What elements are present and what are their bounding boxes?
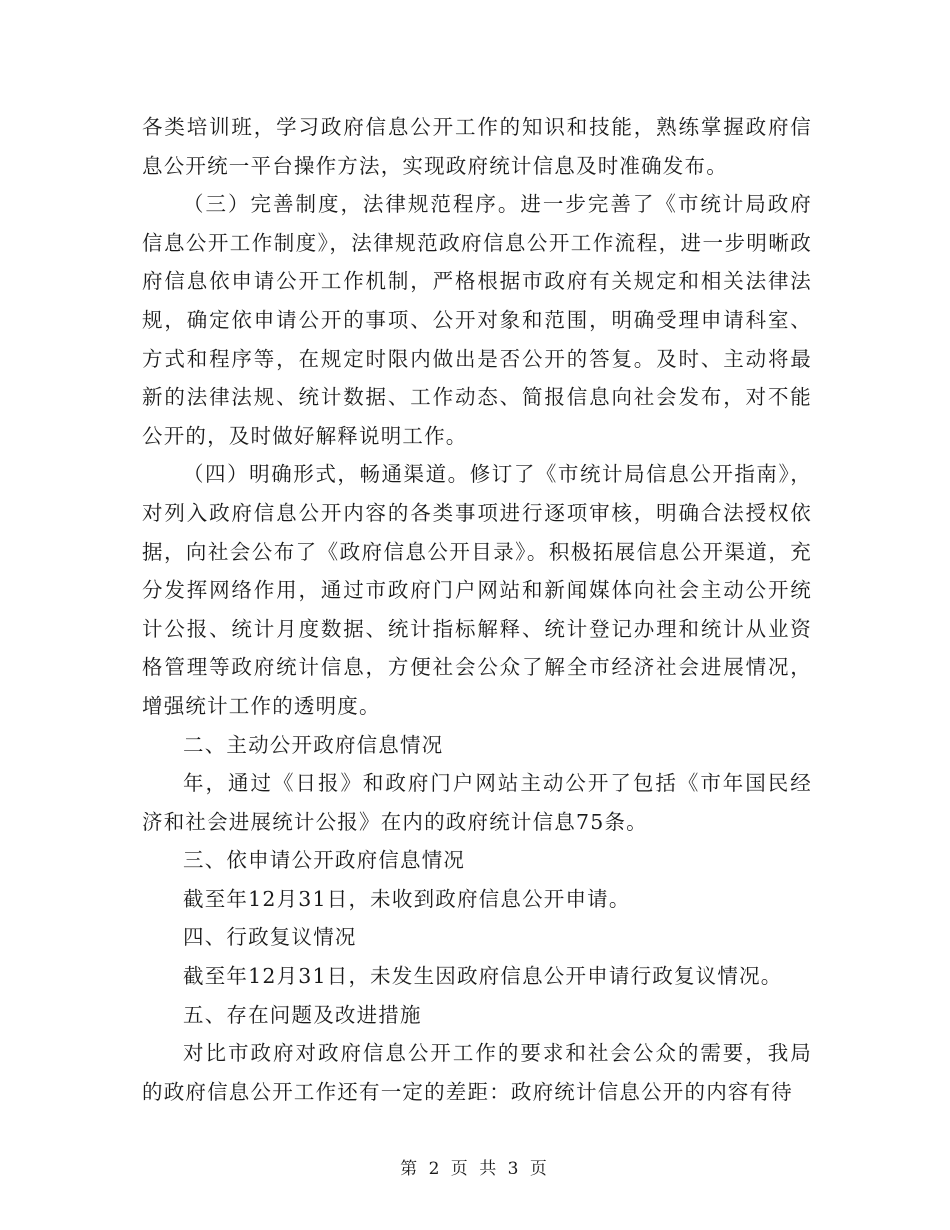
page-number-footer: 第 2 页 共 3 页	[400, 1159, 550, 1179]
paragraph-administrative-review: 截至年12月31日，未发生因政府信息公开申请行政复议情况。	[183, 964, 783, 989]
heading-application-disclosure: 三、依申请公开政府信息情况	[183, 848, 466, 873]
paragraph-section-4: （四）明确形式，畅通渠道。修订了《市统计局信息公开指南》，对列入政府信息公开内容的各类事项进行逐项审核，明确合法授权依据，向社会公布了《政府信息公开目录》。积极拓展信息公开渠道，充分发挥网络作用，通过市政府门户网站和新闻媒体向社会主动公开统计公报、统计月度数据、统计指标解释、统计登记办理和统计从业资格管理等政府统计信息，方便社会公众了解全市经济社会进展情况，增强统计工作的透明度。	[142, 462, 812, 718]
paragraph-application-disclosure: 截至年12月31日，未收到政府信息公开申请。	[183, 886, 631, 911]
document-body	[142, 108, 812, 1111]
paragraph-active-disclosure: 年，通过《日报》和政府门户网站主动公开了包括《市年国民经济和社会进展统计公报》在内的政府统计信息75条。	[142, 771, 812, 834]
heading-administrative-review: 四、行政复议情况	[183, 925, 357, 950]
paragraph-section-3: （三）完善制度，法律规范程序。进一步完善了《市统计局政府信息公开工作制度》，法律规范政府信息公开工作流程，进一步明晰政府信息依申请公开工作机制，严格根据市政府有关规定和相关法律法规，确定依申请公开的事项、公开对象和范围，明确受理申请科室、方式和程序等，在规定时限内做出是否公开的答复。及时、主动将最新的法律法规、统计数据、工作动态、简报信息向社会发布，对不能公开的，及时做好解释说明工作。	[142, 192, 812, 448]
heading-problems-improvements: 五、存在问题及改进措施	[183, 1002, 422, 1027]
paragraph-continuation: 各类培训班，学习政府信息公开工作的知识和技能，熟练掌握政府信息公开统一平台操作方法，实现政府统计信息及时准确发布。	[142, 115, 812, 178]
paragraph-problems-improvements: 对比市政府对政府信息公开工作的要求和社会公众的需要，我局的政府信息公开工作还有一定的差距：政府统计信息公开的内容有待	[142, 1041, 812, 1104]
heading-active-disclosure: 二、主动公开政府信息情况	[183, 732, 444, 757]
